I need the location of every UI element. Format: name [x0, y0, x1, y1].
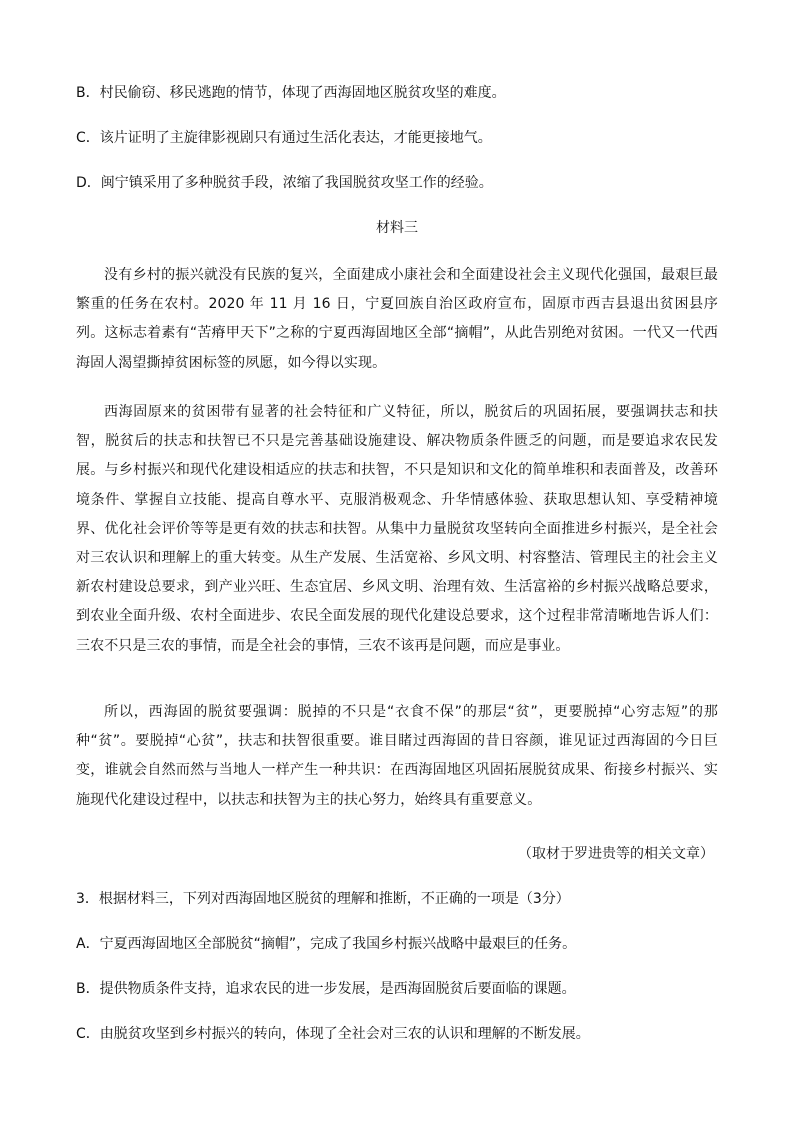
option-b-previous: B．村民偷窃、移民逃跑的情节，体现了西海固地区脱贫攻坚的难度。	[76, 85, 506, 101]
question-3-stem: 3．根据材料三，下列对西海固地区脱贫的理解和推断，不正确的一项是（3分）	[76, 891, 570, 907]
material-source: （取材于罗进贵等的相关文章）	[518, 846, 714, 862]
option-c-previous: C．该片证明了主旋律影视剧只有通过生活化表达，才能更接地气。	[76, 130, 492, 146]
question-3-option-b: B．提供物质条件支持，追求农民的进一步发展，是西海固脱贫后要面临的课题。	[76, 981, 576, 997]
question-3-option-a: A．宁夏西海固地区全部脱贫“摘帽”，完成了我国乡村振兴战略中最艰巨的任务。	[76, 936, 577, 952]
question-3-option-c: C．由脱贫攻坚到乡村振兴的转向，体现了全社会对三农的认识和理解的不断发展。	[76, 1026, 590, 1042]
option-d-previous: D．闽宁镇采用了多种脱贫手段，浓缩了我国脱贫攻坚工作的经验。	[76, 175, 493, 191]
material-paragraph-3: 所以，西海固的脱贫要强调：脱掉的不只是“衣食不保”的那层“贫”，更要脱掉“心穷志短”的那种“贫”。要脱掉“心贫”，扶志和扶智很重要。谁目睹过西海固的昔日容颜，谁见证过西海固的今日巨变，谁就会自然而然与当地人一样产生一种共识：在西海固地区巩固拓展脱贫成果、衔接乡村振兴、实施现代化建设过程中，以扶志和扶智为主的扶心努力，始终具有重要意义。	[76, 704, 718, 808]
material-title: 材料三	[376, 220, 418, 236]
material-paragraph-1: 没有乡村的振兴就没有民族的复兴，全面建成小康社会和全面建设社会主义现代化强国，最艰巨最繁重的任务在农村。2020 年 11 月 16 日，宁夏回族自治区政府宣布，固原市西吉县退出贫困县序列。这标志着素有“苦瘠甲天下”之称的宁夏西海固地区全部“摘帽”，从此告别绝对贫困。一代又一代西海固人渴望撕掉贫困标签的夙愿，如今得以实现。	[76, 267, 718, 371]
material-paragraph-2: 西海固原来的贫困带有显著的社会特征和广义特征，所以，脱贫后的巩固拓展，要强调扶志和扶智，脱贫后的扶志和扶智已不只是完善基础设施建设、解决物质条件匮乏的问题，而是要追求农民发展。与乡村振兴和现代化建设相适应的扶志和扶智，不只是知识和文化的简单堆积和表面普及，改善环境条件、掌握自立技能、提高自尊水平、克服消极观念、升华情感体验、获取思想认知、享受精神境界、优化社会评价等等是更有效的扶志和扶智。从集中力量脱贫攻坚转向全面推进乡村振兴，是全社会对三农认识和理解上的重大转变。从生产发展、生活宽裕、乡风文明、村容整洁、管理民主的社会主义新农村建设总要求，到产业兴旺、生态宜居、乡风文明、治理有效、生活富裕的乡村振兴战略总要求，到农业全面升级、农村全面进步、农民全面发展的现代化建设总要求，这个过程非常清晰地告诉人们：三农不只是三农的事情，而是全社会的事情，三农不该再是问题，而应是事业。	[76, 404, 718, 654]
